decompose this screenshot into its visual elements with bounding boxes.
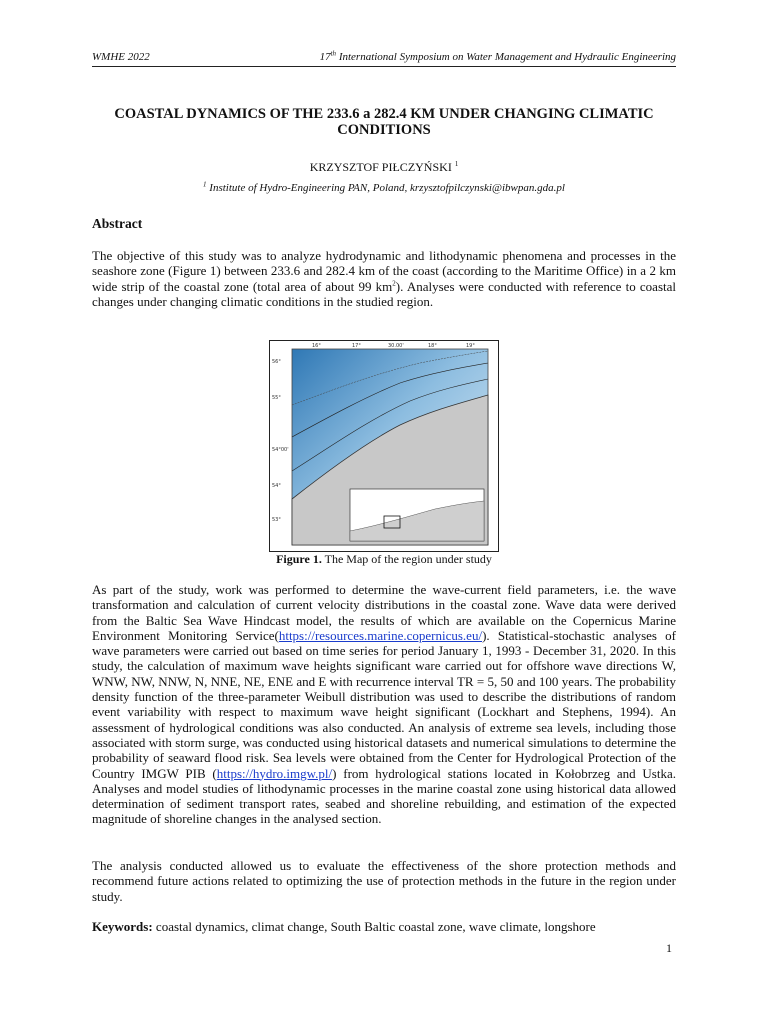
figure-caption: Figure 1. The Map of the region under study xyxy=(276,552,492,566)
figure-map xyxy=(269,340,499,552)
paper-title: COASTAL DYNAMICS OF THE 233.6 a 282.4 KM UNDER CHANGING CLIMATIC CONDITIONS xyxy=(114,106,654,138)
abstract-paragraph-1: The objective of this study was to analyze hydrodynamic and lithodynamic phenomena and processes in the seashore zone (Figure 1) between 233.6 and 282.4 km of the coast (according to the Maritime Office) in a 2 km wide strip of the coastal zone (total area of about 99 $km^2$). Analyses were conducted with reference to coastal changes under changing climatic conditions in the studied region. xyxy=(92,248,677,309)
copernicus-link[interactable]: https://resources.marine.copernicus.eu/ xyxy=(278,627,483,643)
page-number: 1 xyxy=(666,941,672,955)
keywords: Keywords: coastal dynamics, climat change, South Baltic coastal zone, wave climate, longshore xyxy=(92,919,596,934)
header-right: 17th International Symposium on Water Management and Hydraulic Engineering xyxy=(319,49,676,63)
top-tick-3: 18° xyxy=(428,343,437,349)
left-tick-2: 54°00' xyxy=(272,447,289,453)
top-tick-0: 16° xyxy=(312,343,321,349)
author-sup: 1 xyxy=(454,160,459,168)
body-paragraph-2: As part of the study, work was performed to determine the wave-current field parameters, i.e. the wave transformation and calculation of current velocity distributions in the coastal zone. Wave data were derived from the Baltic Sea Wave Hindcast model, the results of which are available on the Copernicus Marine Environment Monitoring Service(https://resources.marine.copernicus.eu/). Statistical-stochastic analyses of wave parameters were carried out based on time series for period January 1, 1993 - December 31, 2020. In this study, the calculation of maximum wave heights significant ware carried out for offshore wave directions W, WNW, NW, NNW, N, NNE, NE, ENE and E with recurrence interval TR = 5, 50 and 100 years. The probability density function of the three-parameter Weibull distribution was used to describe the distributions of random event variability with respect to maximum wave height significant (Lockhart and Stephens, 1994). An assessment of hydrological conditions was also conducted. An analysis of extreme sea levels, including those associated with storm surge, was conducted using historical datasets and numerical simulations to determine the probability of seaward flood risk. Sea levels were obtained from the Center for Hydrological Protection of the Country IMGW PIB (https://hydro.imgw.pl/) from hydrological stations located in Kołobrzeg and Ustka. Analyses and model studies of lithodynamic processes in the marine coastal zone using historical data allowed determination of sediment transport rates, seabed and shoreline rebuilding, and estimation of the expected magnitude of shoreline changes in the analysed section. xyxy=(92,582,676,827)
affiliation: $^1$ Institute of Hydro-Engineering PAN, Poland, krzysztofpilczynski@ibwpan.gda.pl xyxy=(203,180,565,194)
header-left: WMHE 2022 xyxy=(92,51,150,63)
top-tick-2: 30.00' xyxy=(388,343,404,349)
top-tick-1: 17° xyxy=(352,343,361,349)
imgw-link[interactable]: https://hydro.imgw.pl/ xyxy=(216,765,333,781)
abstract-heading: Abstract xyxy=(92,216,143,231)
author-name: KRZYSZTOF PIŁCZYŃSKI xyxy=(309,160,452,174)
left-tick-3: 54° xyxy=(272,483,281,489)
left-tick-1: 55° xyxy=(272,395,281,401)
running-header xyxy=(92,50,676,67)
author-line xyxy=(92,160,676,174)
left-tick-4: 53° xyxy=(272,517,281,523)
left-tick-0: 56° xyxy=(272,359,281,365)
region-map xyxy=(270,341,498,551)
body-paragraph-3: The analysis conducted allowed us to evaluate the effectiveness of the shore protection methods and recommend future actions related to optimizing the use of protection methods in the future in the region under study. xyxy=(92,858,676,904)
top-tick-4: 19° xyxy=(466,343,475,349)
